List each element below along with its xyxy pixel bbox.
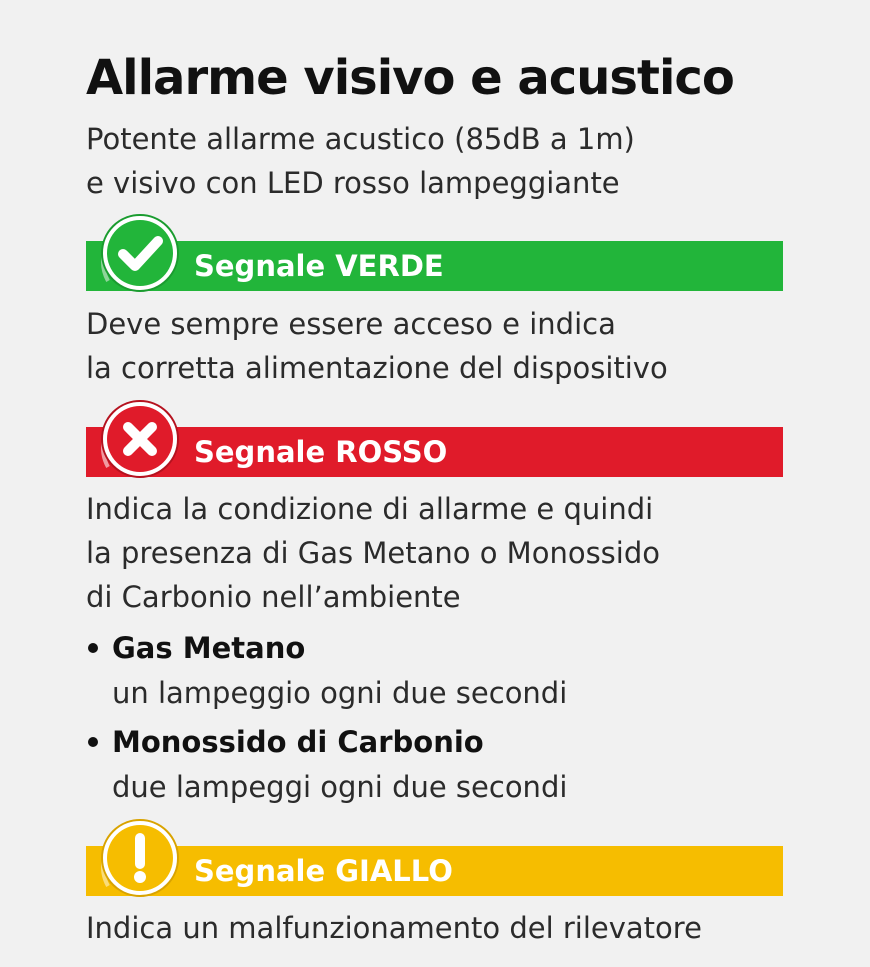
yellow-signal-band (86, 846, 783, 896)
yellow-signal-label: Segnale GIALLO (194, 854, 453, 888)
bullet-dot (88, 737, 98, 747)
check-icon (94, 209, 182, 297)
red-signal-label: Segnale ROSSO (194, 435, 448, 469)
desc-line: Indica un malfunzionamento del rilevatore (86, 911, 702, 945)
bullet-text: un lampeggio ogni due secondi (112, 676, 568, 710)
desc-line: la presenza di Gas Metano o Monossido (86, 536, 660, 570)
desc-line: di Carbonio nell’ambiente (86, 580, 461, 614)
intro-line: e visivo con LED rosso lampeggiante (86, 166, 620, 200)
bullet-text: due lampeggi ogni due secondi (112, 770, 568, 804)
red-signal-band (86, 427, 783, 477)
bullet-title: Gas Metano (112, 631, 306, 665)
desc-line: Deve sempre essere acceso e indica (86, 307, 616, 341)
green-signal-description (86, 302, 668, 390)
desc-line: Indica la condizione di allarme e quindi (86, 492, 654, 526)
red-signal-bullets (86, 625, 567, 813)
desc-line: la corretta alimentazione del dispositivo (86, 351, 668, 385)
list-item (86, 719, 567, 809)
red-signal-description (86, 487, 660, 619)
intro-text (86, 117, 635, 205)
bullet-dot (88, 643, 98, 653)
cross-icon (94, 395, 182, 483)
green-signal-band (86, 241, 783, 291)
page-title: Allarme visivo e acustico (86, 50, 734, 106)
exclamation-icon (94, 814, 182, 902)
yellow-signal-description (86, 906, 702, 950)
intro-line: Potente allarme acustico (85dB a 1m) (86, 122, 635, 156)
bullet-title: Monossido di Carbonio (112, 725, 484, 759)
list-item (86, 625, 567, 715)
green-signal-label: Segnale VERDE (194, 249, 444, 283)
